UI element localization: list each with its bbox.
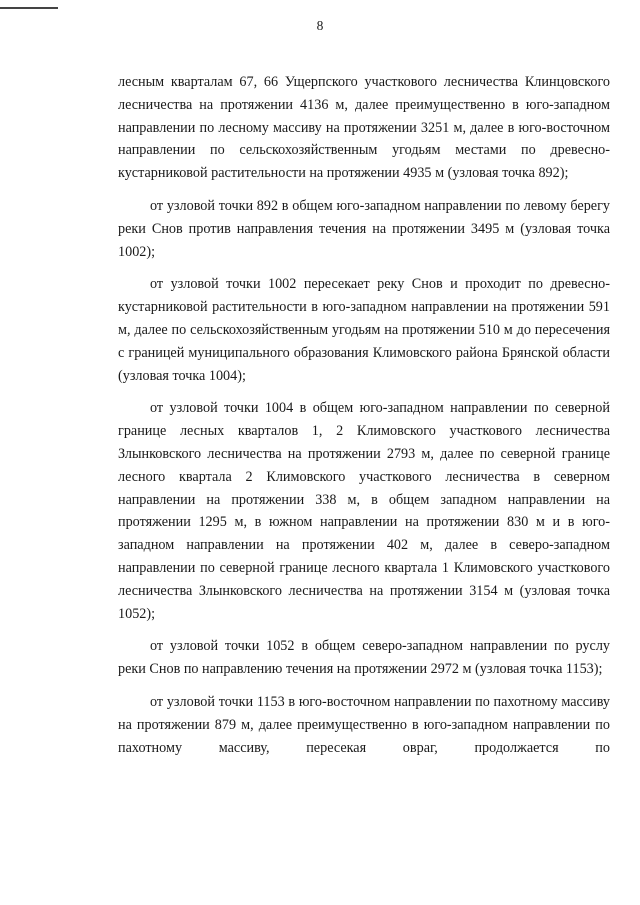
scan-edge-mark [0,7,58,9]
paragraph-node-892: от узловой точки 892 в общем юго-западном направлении по левому берегу реки Снов против направления течения на протяжении 3495 м (узловая точка 1002); [118,197,610,260]
paragraph-node-1052: от узловой точки 1052 в общем северо-западном направлении по руслу реки Снов по направлению течения на протяжении 2972 м (узловая точка 1153); [118,638,610,678]
paragraph-node-1002: от узловой точки 1002 пересекает реку Снов и проходит по древесно-кустарниковой растительности в юго-западном направлении на протяжении 591 м, далее по сельскохозяйственным угодьям на протяжении 510 м до пересечения с границей муниципального образования Климовского района Брянской области (узловая точка 1004); [118,276,610,384]
page-number: 8 [316,18,324,33]
paragraph-continuation: лесным кварталам 67, 66 Ущерпского участкового лесничества Клинцовского лесничества на протяжении 4136 м, далее преимущественно в юго-западном направлении по лесному массиву на протяжении 3251 м, далее в юго-восточном направлении по сельскохозяйственным угодьям местами по древесно-кустарниковой растительности на протяжении 4935 м (узловая точка 892); [118,74,610,182]
document-body [118,71,610,759]
paragraph-node-1153: от узловой точки 1153 в юго-восточном направлении по пахотному массиву на протяжении 879 м, далее преимущественно в юго-западном направлении по пахотному массиву, пересекая овраг, продолжается по [118,693,610,756]
paragraph-node-1004: от узловой точки 1004 в общем юго-западном направлении по северной границе лесных кварталов 1, 2 Климовского участкового лесничества Злынковского лесничества на протяжении 2793 м, далее по северной границе лесного квартала 2 Климовского участкового лесничества в северном направлении на протяжении 338 м, в общем западном направлении на протяжении 1295 м, в южном направлении на протяжении 830 м и в юго-западном направлении на протяжении 402 м, далее в северо-западном направлении по северной границе лесного квартала 1 Климовского участкового лесничества Злынковского лесничества на протяжении 3154 м (узловая точка 1052); [118,400,610,622]
